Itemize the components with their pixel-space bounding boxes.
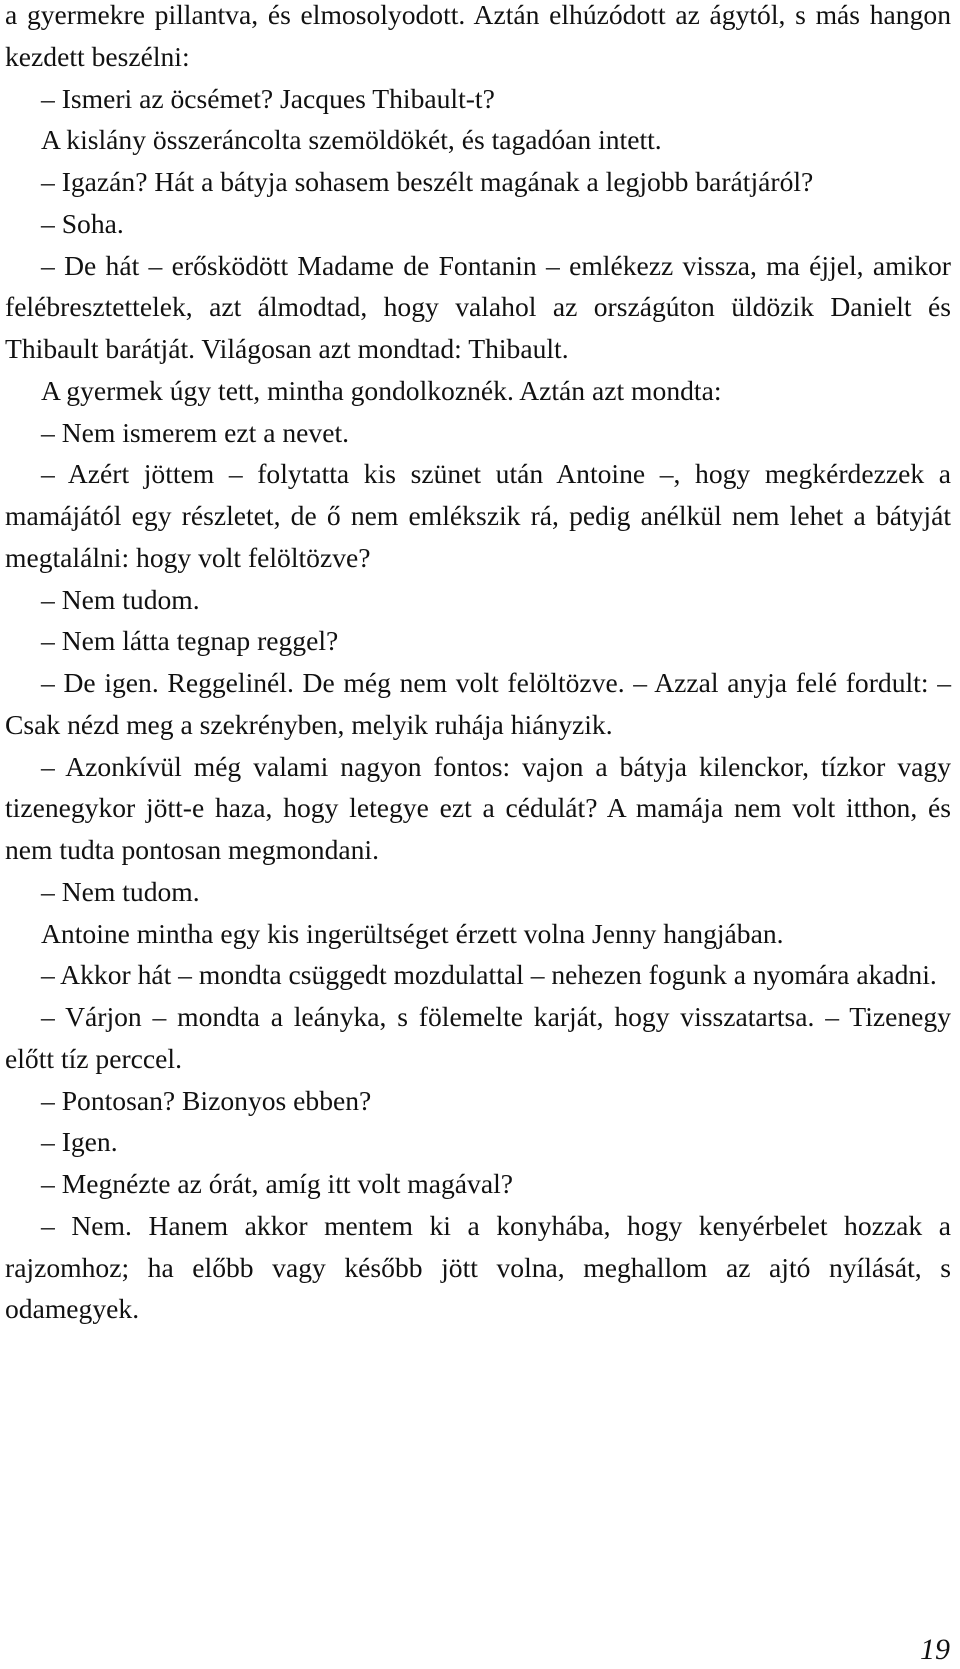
paragraph: – Nem tudom. xyxy=(41,875,200,907)
paragraph: – Nem tudom. xyxy=(41,583,200,615)
paragraph: – Igazán? Hát a bátyja sohasem beszélt magának a legjobb barátjáról? xyxy=(41,166,814,197)
paragraph: A kislány összeráncolta szemöldökét, és tagadóan intett. xyxy=(41,124,662,156)
paragraph: – Nem. Hanem akkor mentem ki a konyhába, hogy kenyérbelet hozzak a rajzomhoz; ha előbb vagy később jött volna, meghallom az ajtó nyílását, s odamegyek. xyxy=(5,1209,951,1325)
paragraph: – Azonkívül még valami nagyon fontos: vajon a bátyja kilenckor, tízkor vagy tizenegykor jött-e haza, hogy letegye ezt a cédulát? A mamája nem volt itthon, és nem tudta pontosan megmondani. xyxy=(5,750,951,865)
paragraph: – Soha. xyxy=(41,207,124,239)
paragraph: a gyermekre pillantva, és elmosolyodott. Aztán elhúzódott az ágytól, s más hangon kezdett beszélni: xyxy=(5,0,951,72)
paragraph: – Megnézte az órát, amíg itt volt magával? xyxy=(41,1168,513,1199)
paragraph: – Nem ismerem ezt a nevet. xyxy=(41,416,350,448)
paragraph: – Ismeri az öcsémet? Jacques Thibault-t? xyxy=(41,82,495,114)
paragraph: – Nem látta tegnap reggel? xyxy=(41,625,339,657)
paragraph: – Akkor hát – mondta csüggedt mozdulattal – nehezen fogunk a nyomára akadni. xyxy=(41,959,937,991)
paragraph: – Pontosan? Bizonyos ebben? xyxy=(41,1084,372,1116)
paragraph: – Igen. xyxy=(41,1126,118,1158)
paragraph: – Várjon – mondta a leányka, s fölemelte karját, hogy visszatartsa. – Tizenegy előtt tíz perccel. xyxy=(5,1001,951,1074)
paragraph: – De hát – erősködött Madame de Fontanin – emlékezz vissza, ma éjjel, amikor felébresztettelek, azt álmodtad, hogy valahol az országúton üldözik Danielt és Thibault barátját. Világosan azt mondtad: Thibault. xyxy=(5,249,951,364)
body-text xyxy=(5,0,951,1330)
page-number: 19 xyxy=(920,1633,950,1666)
paragraph: – Azért jöttem – folytatta kis szünet után Antoine –, hogy megkérdezzek a mamájától egy részletet, de ő nem emlékszik rá, pedig anélkül nem lehet a bátyját megtalálni: hogy volt felöltözve? xyxy=(5,458,951,573)
paragraph: Antoine mintha egy kis ingerültséget érzett volna Jenny hangjában. xyxy=(41,917,784,949)
paragraph: – De igen. Reggelinél. De még nem volt felöltözve. – Azzal anyja felé fordult: – Csak nézd meg a szekrényben, melyik ruhája hiányzik. xyxy=(5,667,951,740)
paragraph: A gyermek úgy tett, mintha gondolkoznék. Aztán azt mondta: xyxy=(41,374,722,406)
